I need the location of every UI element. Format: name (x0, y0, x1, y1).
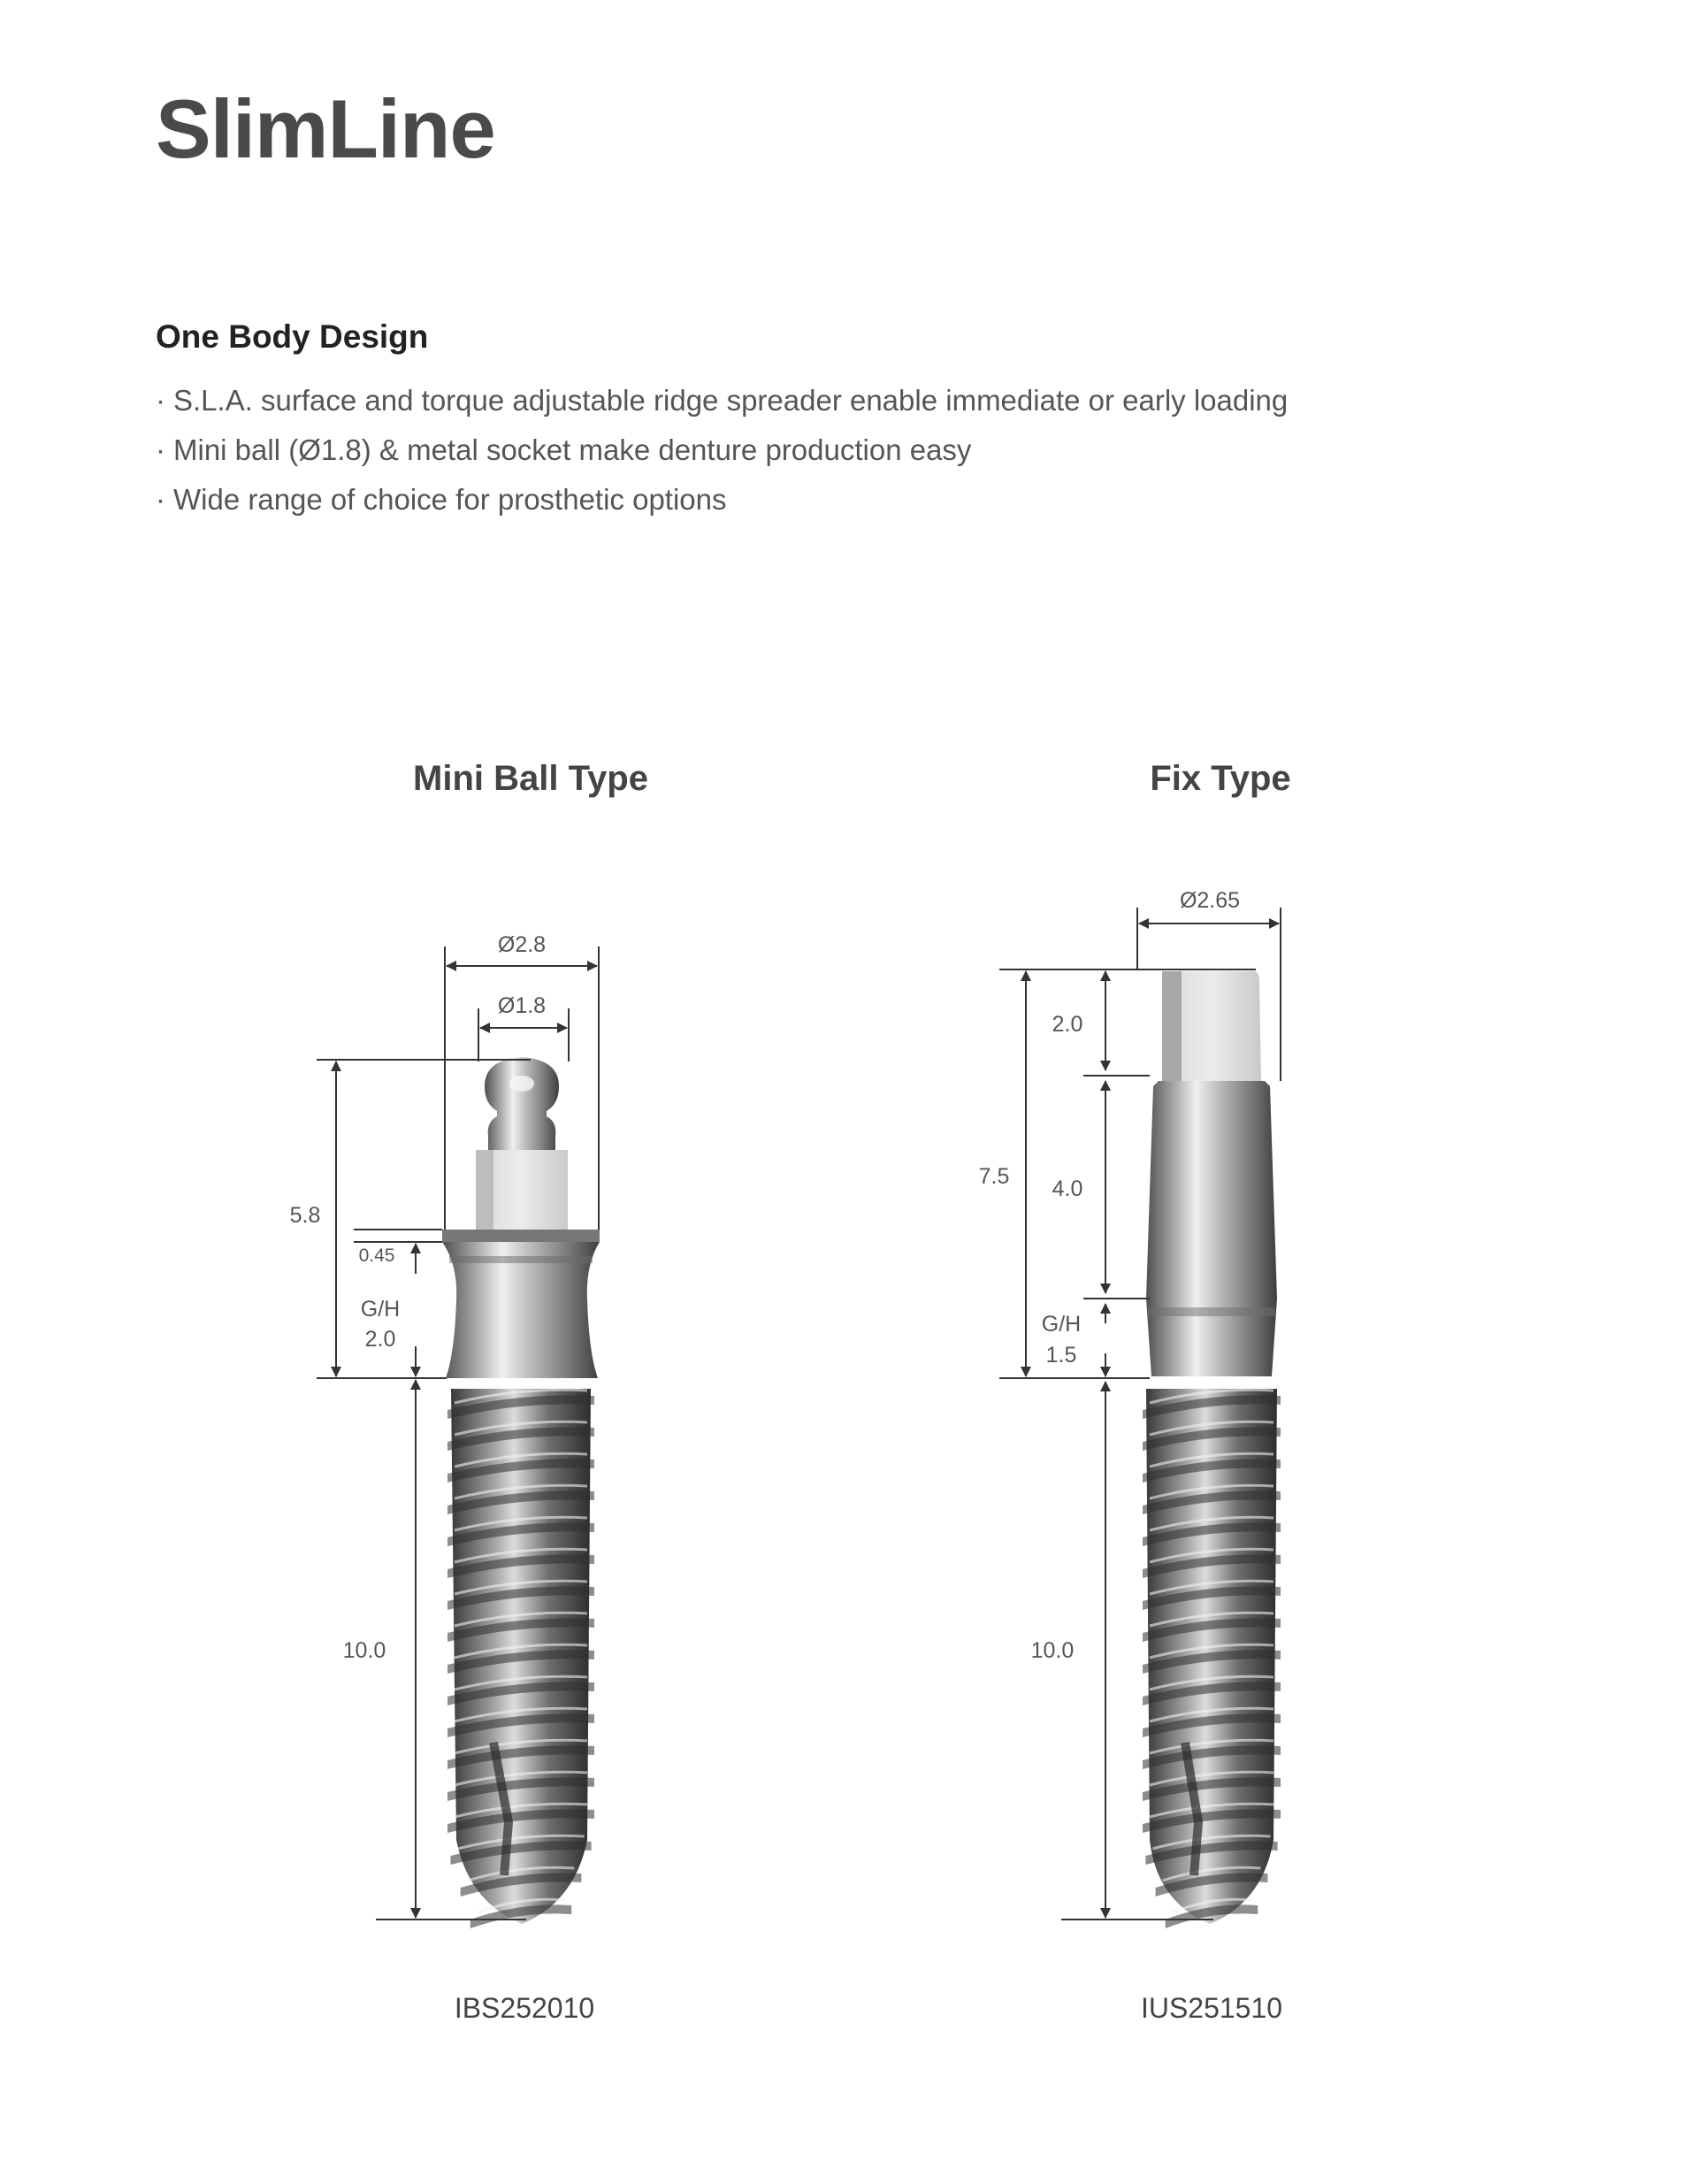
dim-outer-diameter: Ø2.8 (497, 932, 547, 957)
bullet-glyph: · (156, 483, 165, 516)
ball-head (485, 1057, 559, 1150)
dim-fix-thread-length: 10.0 (1030, 1638, 1075, 1663)
fix-type-implant (1143, 971, 1281, 1928)
dim-top-height: 2.0 (1052, 1012, 1083, 1037)
dim-ball-diameter: Ø1.8 (497, 993, 547, 1018)
mini-ball-code: IBS252010 (454, 1992, 595, 2024)
drive-side (476, 1150, 493, 1230)
bullet-glyph: · (156, 433, 165, 466)
dim-thread-length: 10.0 (342, 1638, 386, 1663)
fix-type-code: IUS251510 (1140, 1992, 1283, 2024)
bullet-glyph: · (156, 384, 165, 417)
list-item: · Wide range of choice for prosthetic options (156, 475, 1288, 525)
dim-fix-total-height: 7.5 (978, 1164, 1010, 1189)
page-title: SlimLine (156, 82, 495, 175)
dim-gh-value: 2.0 (364, 1327, 396, 1352)
fix-head-side (1162, 971, 1182, 1081)
fix-type-heading: Fix Type (1150, 759, 1291, 798)
mini-ball-heading: Mini Ball Type (413, 759, 648, 798)
dim-collar: 0.45 (358, 1245, 395, 1266)
list-item: · Mini ball (Ø1.8) & metal socket make denture production easy (156, 425, 1288, 475)
fix-collar-band (1148, 1307, 1275, 1316)
list-item: · S.L.A. surface and torque adjustable ridge spreader enable immediate or early loading (156, 376, 1288, 425)
neck-band (449, 1256, 593, 1263)
fix-abutment (1146, 1081, 1277, 1299)
dim-gh-label: G/H (360, 1297, 401, 1322)
ball-highlight (509, 1076, 534, 1092)
dim-total-height: 5.8 (289, 1203, 321, 1228)
mini-ball-implant (442, 1057, 600, 1928)
dim-fix-gh-value: 1.5 (1045, 1343, 1077, 1368)
dim-head-diameter: Ø2.65 (1179, 888, 1241, 913)
section-heading: One Body Design (156, 318, 429, 355)
collar (442, 1230, 600, 1242)
dim-abutment-height: 4.0 (1052, 1176, 1083, 1201)
dim-fix-gh-label: G/H (1041, 1312, 1082, 1337)
